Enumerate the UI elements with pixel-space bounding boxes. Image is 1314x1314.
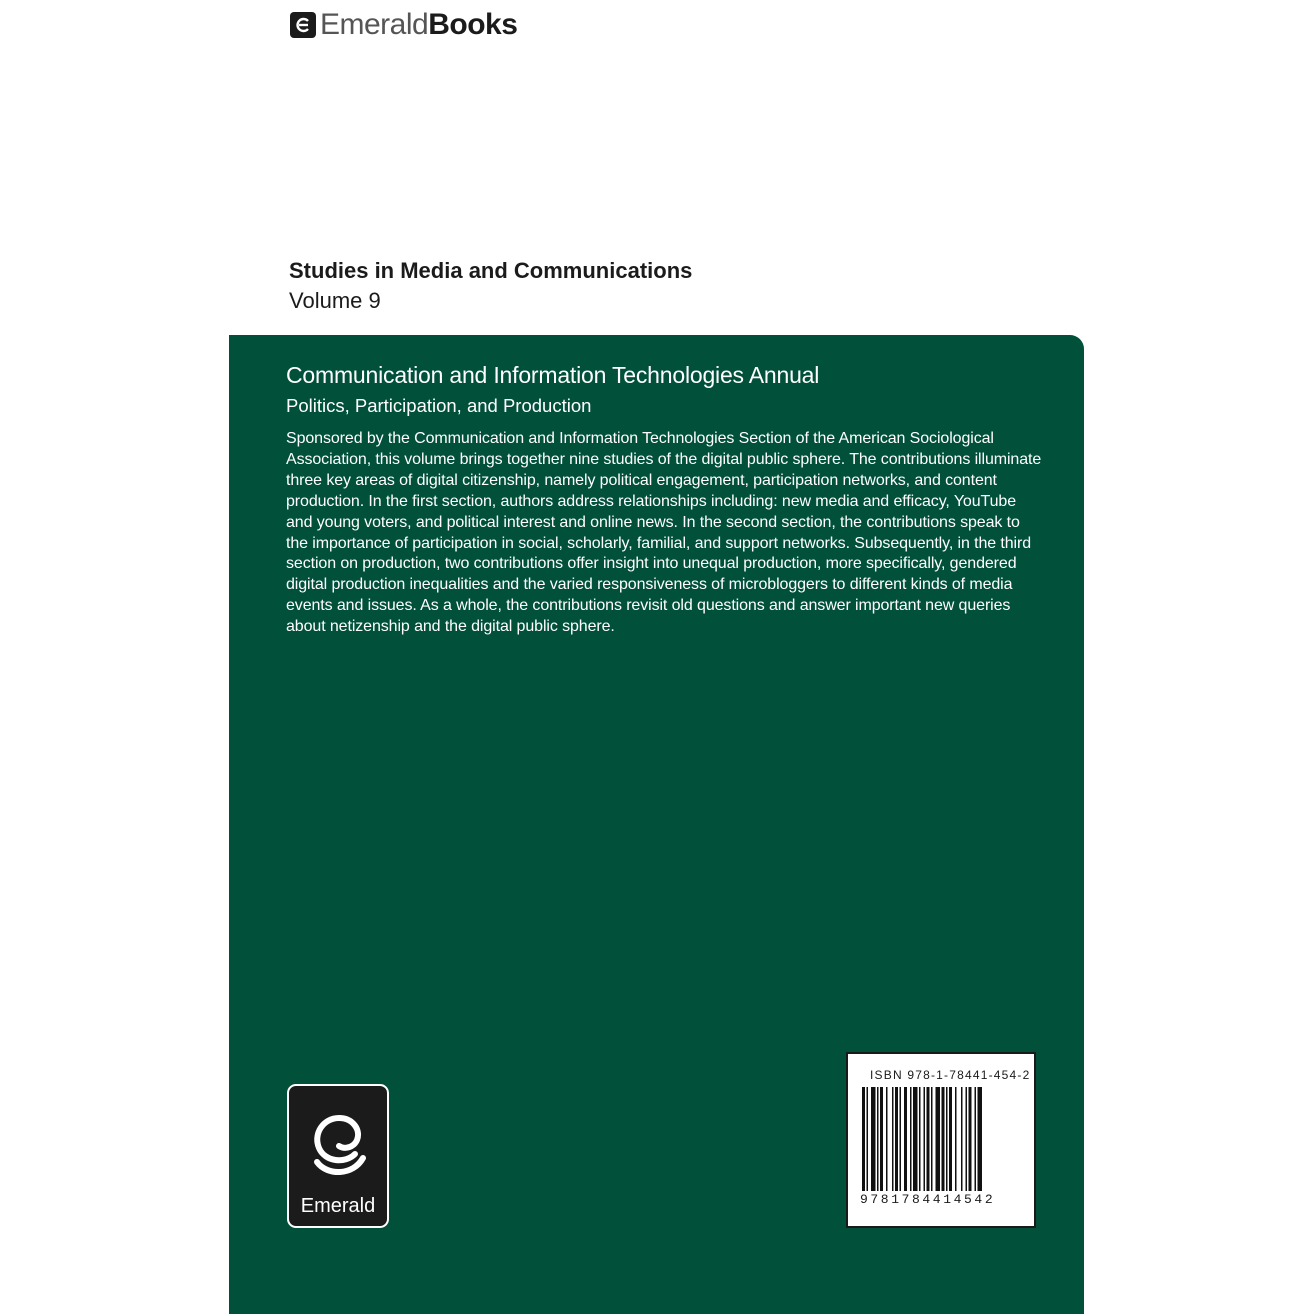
barcode-bar <box>886 1087 888 1191</box>
barcode-bar <box>924 1087 926 1191</box>
emerald-books-brand <box>290 8 517 42</box>
publisher-logo <box>287 1084 389 1228</box>
barcode-digits: 9781784414542 <box>860 1192 996 1207</box>
barcode-bar <box>910 1087 912 1191</box>
barcode-bar <box>949 1087 952 1191</box>
barcode-bar <box>862 1087 865 1191</box>
barcode-bar <box>880 1087 883 1191</box>
isbn-label: ISBN 978-1-78441-454-2 <box>870 1068 1031 1082</box>
barcode-bar <box>978 1087 983 1191</box>
barcode <box>862 1087 1020 1191</box>
publisher-logo-label: Emerald <box>300 1195 376 1217</box>
barcode-bar <box>966 1087 968 1191</box>
emerald-e-icon <box>290 12 316 38</box>
series-volume: Volume 9 <box>289 288 381 313</box>
barcode-bar <box>946 1087 948 1191</box>
barcode-bar <box>871 1087 876 1191</box>
barcode-bar <box>927 1087 930 1191</box>
isbn-barcode-box <box>846 1052 1036 1228</box>
cover-panel <box>229 335 1084 1314</box>
barcode-bar <box>904 1087 907 1191</box>
barcode-bar <box>877 1087 879 1191</box>
series-title: Studies in Media and Communications <box>289 258 693 283</box>
barcode-bar <box>900 1087 902 1191</box>
book-description: Sponsored by the Communication and Information Technologies Section of the American Sociological Association, this volume brings together nine studies of the digital public sphere. The contributions illuminate three key areas of digital citizenship, namely political engagement, participation networks, and content production. In the first section, authors address relationships including: new media and efficacy, YouTube and young voters, and political interest and online news. In the second section, the contributions speak to the importance of participation in social, scholarly, familial, and support networks. Subsequently, in the third section on production, two contributions offer insight into unequal production, more specifically, gendered digital production inequalities and the varied responsiveness of microbloggers to different kinds of media events and issues. As a whole, the contributions revisit old questions and answer important new queries about netizenship and the digital public sphere. <box>286 430 1042 636</box>
brand-name-bold: Books <box>428 8 518 41</box>
barcode-bar <box>961 1087 963 1191</box>
barcode-bar <box>895 1087 898 1191</box>
emerald-logo-icon <box>297 1096 379 1184</box>
barcode-bar <box>931 1087 933 1191</box>
book-title: Communication and Information Technologies Annual <box>286 362 820 388</box>
barcode-bar <box>919 1087 921 1191</box>
barcode-bar <box>975 1087 977 1191</box>
book-subtitle: Politics, Participation, and Production <box>286 395 592 416</box>
brand-name-light: Emerald <box>320 8 429 41</box>
barcode-bar <box>969 1087 972 1191</box>
barcode-bar <box>936 1087 941 1191</box>
barcode-bar <box>892 1087 894 1191</box>
barcode-bar <box>942 1087 945 1191</box>
barcode-bar <box>913 1087 918 1191</box>
barcode-bar <box>867 1087 869 1191</box>
barcode-bar <box>955 1087 957 1191</box>
